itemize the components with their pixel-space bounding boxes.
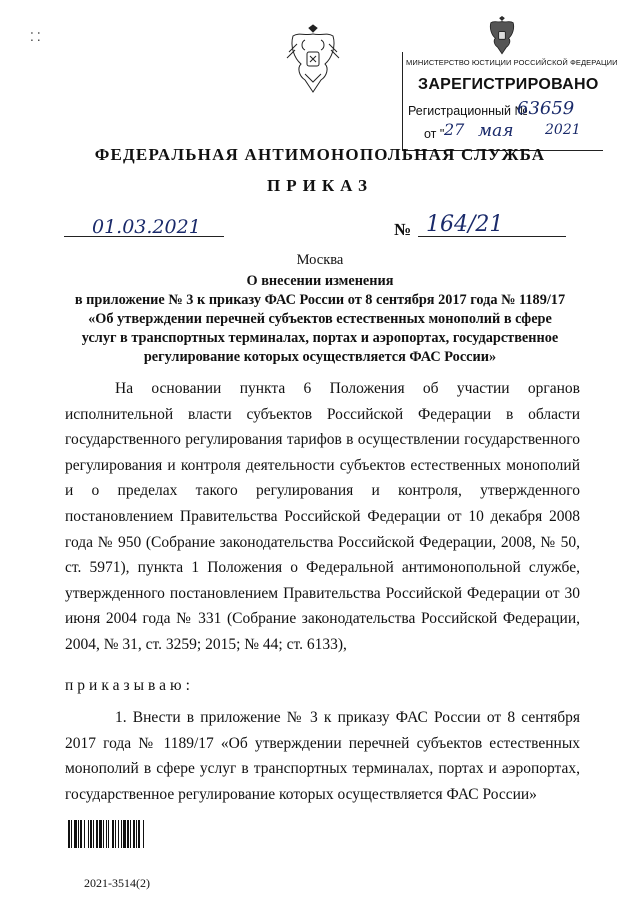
order-number: 164/21 — [426, 212, 504, 237]
stamp-date-day: 27 — [444, 120, 465, 139]
title-line: в приложение № 3 к приказу ФАС России от 8 сентября 2017 года № 1189/17 — [74, 292, 566, 308]
stamp-date-year: 2021 — [545, 122, 581, 138]
registration-code: 2021-3514(2) — [84, 876, 150, 890]
order-title — [50, 272, 590, 367]
agency-name: ФЕДЕРАЛЬНАЯ АНТИМОНОПОЛЬНАЯ СЛУЖБА — [94, 145, 546, 164]
number-sign: № — [394, 220, 412, 239]
stamp-date-month: мая — [478, 121, 514, 141]
stamp-reg-number: 63659 — [517, 98, 575, 119]
stamp-reg-number-label: Регистрационный № — [408, 104, 528, 118]
order-date: 01.03.2021 — [92, 216, 201, 238]
stamp-date-prefix: от " — [424, 127, 445, 141]
title-line: О внесении изменения — [246, 273, 394, 289]
date-underline — [64, 236, 224, 237]
city: Москва — [296, 252, 344, 268]
document-type: ПРИКАЗ — [267, 176, 373, 195]
title-line: «Об утверждении перечней субъектов естественных монополий в сфере — [88, 311, 552, 327]
stamp-registered-label: ЗАРЕГИСТРИРОВАНО — [418, 76, 599, 93]
order-verb: приказываю: — [65, 677, 194, 694]
number-underline — [418, 236, 566, 237]
preamble-paragraph: На основании пункта 6 Положения об участии органов исполнительной власти субъектов Российской Федерации в области государственного регулирования тарифов в осуществлении государственного регулирования и контроля деятельности субъектов естественных монополий и о пределах такого регулирования и контроля, утвержденного постановлением Правительства Российской Федерации от 10 декабря 2008 года № 950 (Собрание законодательства Российской Федерации, 2008, № 50, ст. 5971), пункта 1 Положения о Федеральной антимонопольной службе, утвержденного постановлением Правительства Российской Федерации от 30 июня 2004 года № 331 (Собрание законодательства Российской Федерации, 2004, № 31, ст. 3259; 2015; № 44; ст. 6133), — [65, 380, 580, 653]
title-line: регулирование которых осуществляется ФАС России» — [143, 349, 497, 365]
coat-of-arms-icon — [484, 16, 520, 56]
item-1-paragraph: 1. Внести в приложение № 3 к приказу ФАС России от 8 сентября 2017 года № 1189/17 «Об утверждении перечней субъектов естественных монополий в сфере услуг в транспортных терминалах, портах и аэропортах, государственное регулирование которых осуществляется ФАС России» — [65, 709, 580, 803]
barcode-icon — [68, 820, 178, 848]
title-line: услуг в транспортных терминалах, портах и аэропортах, государственное — [81, 330, 559, 346]
preamble-block — [65, 376, 580, 658]
stamp-ministry-name: МИНИСТЕРСТВО ЮСТИЦИИ РОССИЙСКОЙ ФЕДЕРАЦИИ — [406, 58, 618, 67]
item-block — [65, 705, 580, 807]
coat-of-arms-icon — [285, 24, 341, 96]
scan-artifact: ⁚ ⁚ — [30, 30, 41, 44]
